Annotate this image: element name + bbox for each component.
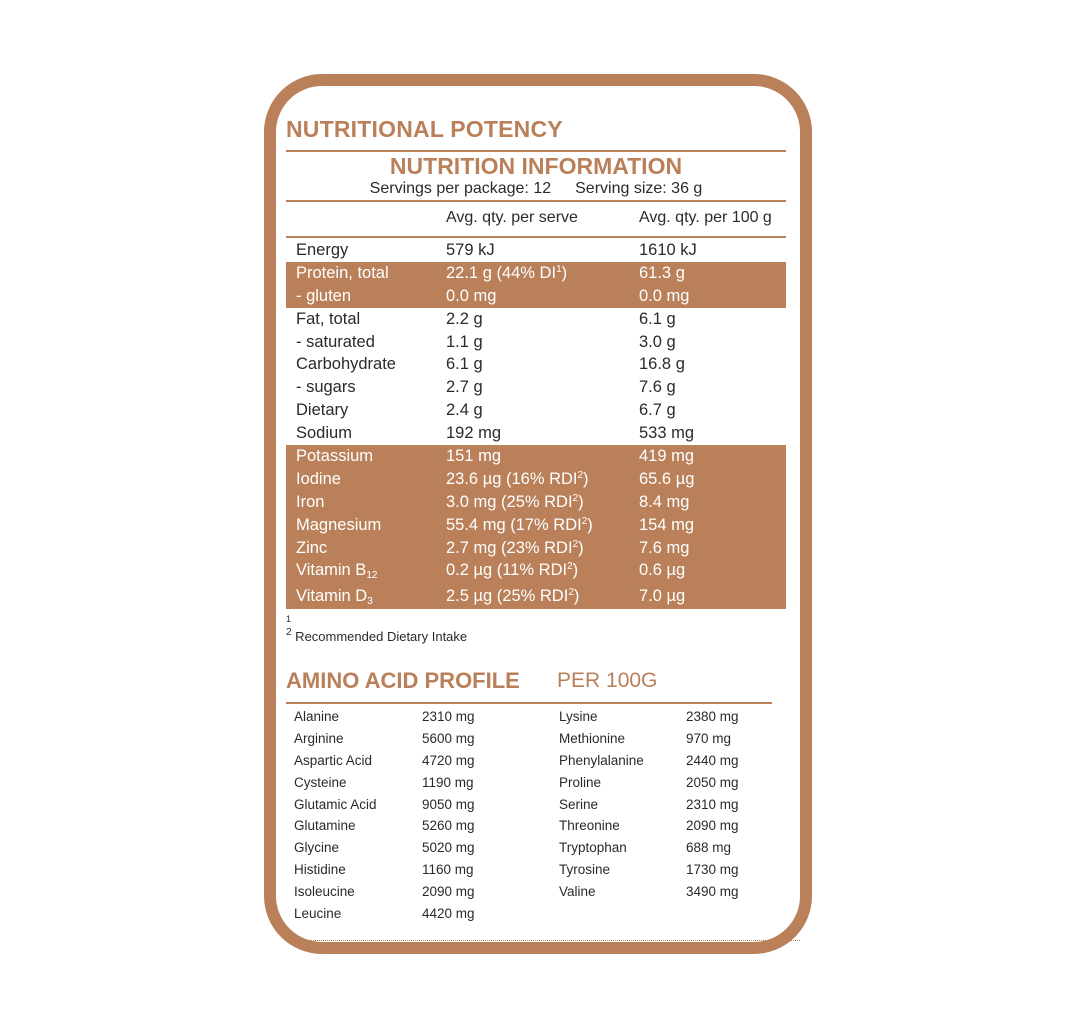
- nutrient-name: Potassium: [296, 447, 374, 466]
- amino-row: [294, 815, 534, 837]
- footnote-ref: 2: [577, 469, 584, 481]
- nutrient-name: - gluten: [296, 286, 352, 305]
- amino-row: [559, 815, 779, 837]
- footnote-ref: 2: [581, 515, 588, 527]
- nutrient-per-serve: 2.4 g: [446, 401, 483, 420]
- amino-value: 5020 mg: [422, 840, 475, 856]
- nutrient-row: [286, 353, 786, 376]
- nutrient-row: [286, 285, 786, 308]
- nutrient-row: [286, 559, 786, 585]
- nutrient-per-100g: 7.0 µg: [639, 587, 686, 606]
- nutrient-per-100g: 16.8 g: [639, 355, 685, 374]
- amino-value: 2380 mg: [686, 709, 739, 724]
- amino-row: [294, 728, 534, 750]
- amino-name: Lysine: [559, 709, 598, 724]
- amino-value: 4720 mg: [422, 752, 475, 768]
- nutrient-per-serve: 23.6 µg (16% RDI$^2$): [446, 469, 589, 488]
- nutrient-row: [286, 537, 786, 560]
- footnote-ref: 2: [572, 492, 579, 504]
- servings-per-package: Servings per package: 12: [369, 180, 552, 197]
- nutrient-row: [286, 331, 786, 354]
- nutrient-name: - sugars: [296, 378, 356, 397]
- amino-value: 5600 mg: [422, 730, 475, 746]
- amino-name: Leucine: [294, 906, 342, 922]
- amino-acid-per: PER 100G: [557, 669, 658, 692]
- amino-name: Alanine: [294, 709, 340, 724]
- amino-right-column: [559, 706, 779, 903]
- amino-row: [294, 837, 534, 859]
- nutrient-per-serve: 6.1 g: [446, 355, 483, 374]
- nutrient-per-100g: 8.4 mg: [639, 492, 690, 511]
- page-title: NUTRITIONAL POTENCY: [286, 116, 563, 142]
- amino-name: Serine: [559, 796, 599, 812]
- footnote-ref: 2: [568, 587, 574, 599]
- amino-name: Glutamic Acid: [294, 796, 377, 812]
- nutrient-row: [286, 308, 786, 331]
- nutrient-name: Vitamin $B_{12}$: [296, 561, 378, 582]
- footnote-ref: 1: [556, 263, 562, 275]
- nutrient-per-100g: 0.6 µg: [639, 561, 686, 580]
- nutrient-per-100g: 0.0 mg: [639, 286, 690, 305]
- amino-row: [559, 794, 779, 816]
- nutrient-per-serve: 2.2 g: [446, 309, 483, 328]
- amino-name: Arginine: [294, 730, 344, 746]
- amino-value: 2440 mg: [686, 752, 739, 768]
- nutrient-row: [286, 585, 786, 609]
- amino-value: 1190 mg: [422, 774, 474, 790]
- footnote-2: [286, 629, 467, 644]
- amino-value: 2310 mg: [422, 709, 475, 724]
- amino-value: 1730 mg: [686, 862, 739, 878]
- nutrient-name-subscript: 12: [366, 570, 378, 582]
- serving-size: Serving size: 36 g: [575, 180, 703, 197]
- nutrient-per-serve: 3.0 mg (25% RDI$^2$): [446, 492, 584, 511]
- nutrient-per-100g: 65.6 µg: [639, 469, 695, 488]
- amino-value: 2090 mg: [422, 884, 475, 900]
- nutrient-row: [286, 399, 786, 422]
- amino-row: [294, 772, 534, 794]
- amino-row: [559, 837, 779, 859]
- nutrient-name: Dietary: [296, 401, 349, 420]
- nutrient-row: [286, 468, 786, 491]
- amino-row: [559, 750, 779, 772]
- amino-name: Glycine: [294, 840, 340, 856]
- nutrient-name: Magnesium: [296, 515, 382, 534]
- amino-name: Methionine: [559, 730, 626, 746]
- amino-acid-title: AMINO ACID PROFILE: [286, 668, 520, 693]
- nutrient-name: Energy: [296, 241, 349, 259]
- footnote-2-mark: 2: [286, 627, 292, 638]
- amino-name: Threonine: [559, 818, 620, 834]
- nutrient-row: [286, 239, 786, 262]
- nutrient-per-serve: 2.7 mg (23% RDI$^2$): [446, 538, 584, 557]
- title-divider: [286, 150, 786, 152]
- amino-row: [559, 728, 779, 750]
- nutrient-per-100g: 6.7 g: [639, 401, 676, 420]
- amino-row: [559, 772, 779, 794]
- amino-value: 2310 mg: [686, 796, 739, 812]
- amino-row: [559, 859, 779, 881]
- nutrient-name-subscript: 3: [367, 596, 373, 608]
- nutrient-row: [286, 422, 786, 445]
- footnote-1: 1: [286, 614, 292, 624]
- col-header-per-100g: Avg. qty. per 100 g: [639, 209, 772, 226]
- nutrient-row: [286, 376, 786, 399]
- nutrient-name: - saturated: [296, 332, 375, 351]
- amino-value: 1160 mg: [422, 862, 474, 878]
- nutrient-per-serve: 579 kJ: [446, 241, 495, 259]
- nutrient-row: [286, 262, 786, 285]
- amino-row: [559, 706, 779, 728]
- nutrient-per-100g: 154 mg: [639, 515, 695, 534]
- nutrient-name: Protein, total: [296, 263, 389, 282]
- amino-left-column: [294, 706, 534, 925]
- amino-value: 9050 mg: [422, 796, 475, 812]
- nutrient-per-serve: 0.2 µg (11% RDI$^2$): [446, 561, 579, 580]
- nutrient-per-100g: 533 mg: [639, 424, 695, 443]
- nutrient-per-serve: 22.1 g (44% $DI^1$): [446, 263, 568, 282]
- nutrient-per-100g: 7.6 mg: [639, 538, 690, 557]
- footnote-2-text: Recommended Dietary Intake: [291, 629, 468, 644]
- amino-row: [294, 859, 534, 881]
- amino-value: 5260 mg: [422, 818, 475, 834]
- servings-line: [286, 180, 786, 198]
- nutrient-per-100g: 61.3 g: [639, 263, 685, 282]
- nutrition-heading: NUTRITION INFORMATION: [389, 153, 683, 179]
- amino-row: [559, 881, 779, 903]
- nutrient-name: Sodium: [296, 424, 352, 443]
- nutrient-per-100g: 7.6 g: [639, 378, 676, 397]
- amino-name: Isoleucine: [294, 884, 355, 900]
- amino-name: Aspartic Acid: [294, 752, 373, 768]
- nutrient-name: Iron: [296, 492, 325, 511]
- nutrient-per-serve: 1.1 g: [446, 332, 483, 351]
- nutrient-row: [286, 514, 786, 537]
- amino-row: [294, 794, 534, 816]
- amino-name: Proline: [559, 774, 602, 790]
- amino-name: Glutamine: [294, 818, 356, 834]
- servings-divider: [286, 200, 786, 202]
- col-header-per-serve: Avg. qty. per serve: [446, 209, 578, 226]
- header-divider: [286, 236, 786, 238]
- amino-row: [294, 706, 534, 728]
- footnote-ref: 2: [572, 538, 579, 550]
- nutrient-per-serve: 151 mg: [446, 447, 502, 466]
- amino-value: 3490 mg: [686, 884, 739, 900]
- amino-value: 2090 mg: [686, 818, 739, 834]
- amino-row: [294, 750, 534, 772]
- bottom-dotted-edge: [306, 940, 800, 941]
- amino-value: 970 mg: [686, 730, 732, 746]
- amino-name: Phenylalanine: [559, 752, 644, 768]
- nutrient-per-serve: 192 mg: [446, 424, 502, 443]
- nutrient-row: [286, 491, 786, 514]
- nutrient-per-100g: 3.0 g: [639, 332, 676, 351]
- nutrient-per-serve: 0.0 mg: [446, 286, 497, 305]
- nutrient-per-serve: 2.7 g: [446, 378, 483, 397]
- amino-name: Tyrosine: [559, 862, 611, 878]
- amino-value: 688 mg: [686, 840, 732, 856]
- nutrient-row: [286, 445, 786, 468]
- nutrient-per-100g: 419 mg: [639, 447, 695, 466]
- nutrient-per-100g: 6.1 g: [639, 309, 676, 328]
- nutrient-name: Vitamin $D_3$: [296, 587, 373, 608]
- nutrient-name: Carbohydrate: [296, 355, 396, 374]
- nutrient-name: Zinc: [296, 538, 328, 557]
- footnote-ref: 2: [567, 561, 573, 573]
- nutrient-per-serve: 55.4 mg (17% RDI$^2$): [446, 515, 593, 534]
- amino-divider: [286, 702, 772, 704]
- nutrient-per-serve: 2.5 µg (25% RDI$^2$): [446, 587, 580, 606]
- nutrition-table: [286, 239, 786, 609]
- amino-name: Valine: [559, 884, 596, 900]
- amino-row: [294, 881, 534, 903]
- amino-row: [294, 903, 534, 925]
- nutrient-name: Fat, total: [296, 309, 361, 328]
- amino-name: Histidine: [294, 862, 346, 878]
- nutrient-name: Iodine: [296, 469, 341, 488]
- amino-value: 2050 mg: [686, 774, 739, 790]
- nutrient-per-100g: 1610 kJ: [639, 241, 697, 259]
- amino-name: Tryptophan: [559, 840, 627, 856]
- amino-value: 4420 mg: [422, 906, 475, 922]
- amino-name: Cysteine: [294, 774, 347, 790]
